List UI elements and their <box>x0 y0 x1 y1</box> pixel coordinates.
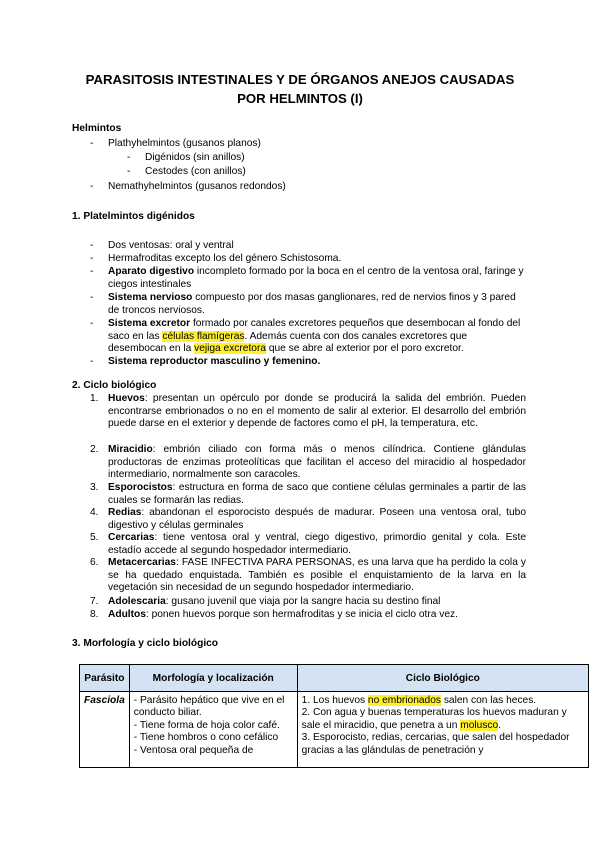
table-row <box>80 692 589 768</box>
section-2-heading: 2. Ciclo biológico <box>72 380 157 391</box>
list-item: Sistema nervioso compuesto por dos masas ganglionares, red de nervios finos y 3 pared de troncos nerviosos. <box>108 292 516 316</box>
highlight: molusco <box>460 719 499 731</box>
column-header: Ciclo Biológico <box>297 665 588 692</box>
list-item: Huevos: presentan un opérculo por donde se producirá la salida del embrión. Pueden encontrarse embrionados o no en el momento de salir al exterior. El desarrollo del embrión puede darse en el exterior y depende de factores como el pH, la temperatura, etc. <box>108 393 526 430</box>
section-1-heading: 1. Platelmintos digénidos <box>72 211 195 222</box>
list-item: Aparato digestivo incompleto formado por la boca en el centro de la ventosa oral, faringe y ciegos intestinales <box>108 266 524 290</box>
list-item: Adolescaria: gusano juvenil que viaja por la sangre hacia su destino final <box>108 596 441 607</box>
list-item: Sistema excretor formado por canales excretores pequeños que desembocan al fondo del saco en las células flamígeras. Además cuenta con dos canales excretores que desembocan en la vejiga excretora que se abre al exterior por el poro excretor. <box>108 318 521 355</box>
list-item: Dos ventosas: oral y ventral <box>108 240 234 251</box>
section-3-heading: 3. Morfología y ciclo biológico <box>72 638 219 649</box>
list-item: Plathyhelmintos (gusanos planos) <box>108 138 261 149</box>
column-header: Parásito <box>80 665 130 692</box>
list-item: Hermafroditas excepto los del género Schistosoma. <box>108 253 342 264</box>
morphology-cell: - Parásito hepático que vive en el conducto biliar. - Tiene forma de hoja color café. - Tiene hombros o cono cefálico - Ventosa oral pequeña de <box>129 692 297 768</box>
parasite-table <box>79 664 589 768</box>
list-item: Metacercarias: FASE INFECTIVA PARA PERSONAS, es una larva que ha perdido la cola y se ha quedado enquistada. También es posible el enquistamiento de la larva en la vegetación sin necesidad de un segundo hospedador intermediario. <box>108 557 526 594</box>
list-item: Nemathyhelmintos (gusanos redondos) <box>108 181 286 192</box>
list-item: Cestodes (con anillos) <box>145 166 246 177</box>
parasite-name: Fasciola <box>80 692 130 768</box>
list-item: Miracidio: embrión ciliado con forma más o menos cilíndrica. Contiene glándulas productoras de enzimas proteolíticas que facilitan el acceso del miracidio al hospedador intermediario, normalmente son caracoles. <box>108 444 526 481</box>
list-item: Adultos: ponen huevos porque son hermafroditas y se inicia el ciclo otra vez. <box>108 609 458 620</box>
column-header: Morfología y localización <box>129 665 297 692</box>
page-title: PARASITOSIS INTESTINALES Y DE ÓRGANOS ANEJOS CAUSADAS POR HELMINTOS (I) <box>85 72 515 106</box>
cycle-cell: 1. Los huevos no embrionados salen con las heces. 2. Con agua y buenas temperaturas los huevos maduran y sale el miracidio, que penetra a un molusco. 3. Esporocisto, redias, cercarias, que salen del hospedador gracias a las glándulas de penetración y <box>297 692 588 768</box>
list-item: Sistema reproductor masculino y femenino. <box>108 356 321 367</box>
highlight: células flamígeras <box>162 330 245 342</box>
list-item: Redias: abandonan el esporocisto después de madurar. Poseen una ventosa oral, tubo digestivo y células germinales <box>108 507 526 531</box>
list-item: Esporocistos: estructura en forma de saco que contiene células germinales a partir de las cuales se formarán las redias. <box>108 482 526 506</box>
highlight: no embrionados <box>367 695 441 706</box>
helmintos-heading: Helmintos <box>72 123 122 134</box>
list-item: Digénidos (sin anillos) <box>145 152 245 163</box>
table-header-row <box>80 665 589 692</box>
highlight: vejiga excretora <box>194 343 267 355</box>
list-item: Cercarias: tiene ventosa oral y ventral, ciego digestivo, primordio genital y cola. Este estadío accede al segundo hospedador intermediario. <box>108 532 526 556</box>
